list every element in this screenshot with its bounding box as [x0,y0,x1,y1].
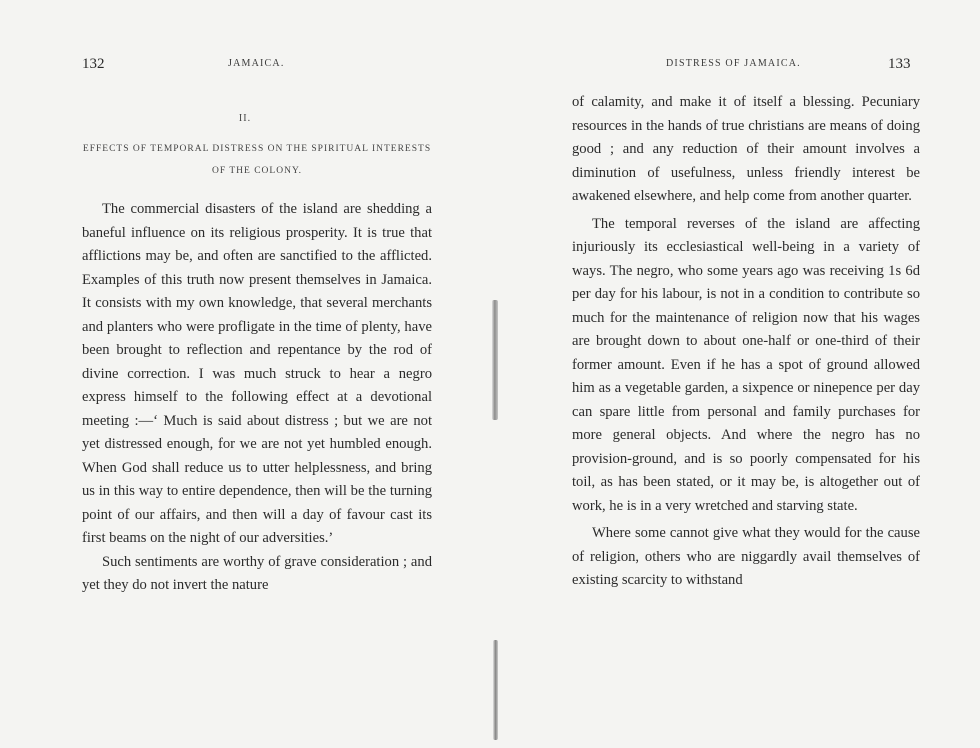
running-head: DISTRESS OF JAMAICA. [666,58,801,69]
running-head: JAMAICA. [228,58,285,69]
gutter-shadow [492,300,498,420]
paragraph: Such sentiments are worthy of grave consideration ; and yet they do not invert the nature [82,553,432,593]
body-text [82,198,432,598]
body-text [572,91,920,593]
paragraph: The commercial disasters of the island are shedding a baneful influence on its religious prosperity. It is true that afflictions may be, and often are sanctified to the afflicted. Examples of this truth now present themselves in Jamaica. It consists with my own knowledge, that several merchants and planters who were profligate in the time of plenty, have been brought to reflection and repentance by the rod of divine correction. I was much struck to hear a negro express himself to the following effect at a devotional meeting :—‘ Much is said about distress ; but we are not yet distressed enough, for we are not yet humbled enough. When God shall reduce us to utter helplessness, and bring us in this way to entire dependence, then will be the turning point of our affairs, and then will a day of favour cast its first beams on the night of our adversities.’ [82,201,432,546]
section-number: II. [238,113,252,124]
right-page [500,0,980,748]
paragraph: Where some cannot give what they would for the cause of religion, others who are niggardly avail themselves of existing scarcity to withstand [572,525,920,588]
page-number: 132 [82,56,105,72]
page-number: 133 [888,56,911,72]
paragraph: of calamity, and make it of itself a blessing. Pecuniary resources in the hands of true christians are means of doing good ; and any reduction of their amount involves a diminution of usefulness, unless friendly interest be awakened elsewhere, and help come from another quarter. [572,94,920,204]
paragraph: The temporal reverses of the island are affecting injuriously its ecclesiastical well-being in a variety of ways. The negro, who some years ago was receiving 1s 6d per day for his labour, is not in a condition to contribute so much for the maintenance of religion now that his wages are brought down to about one-half or one-third of their former amount. Even if he has a spot of ground allowed him as a vegetable garden, a sixpence or ninepence per day can spare little from personal and family purchases for more general objects. And where the negro has no provision-ground, and is so poorly compensated for his toil, as has been stated, or it may be, is altogether out of work, he is in a very wretched and starving state. [572,215,920,514]
section-title: EFFECTS OF TEMPORAL DISTRESS ON THE SPIRITUAL INTERESTS OF THE COLONY. [82,144,432,176]
gutter-shadow-lower [493,640,498,740]
